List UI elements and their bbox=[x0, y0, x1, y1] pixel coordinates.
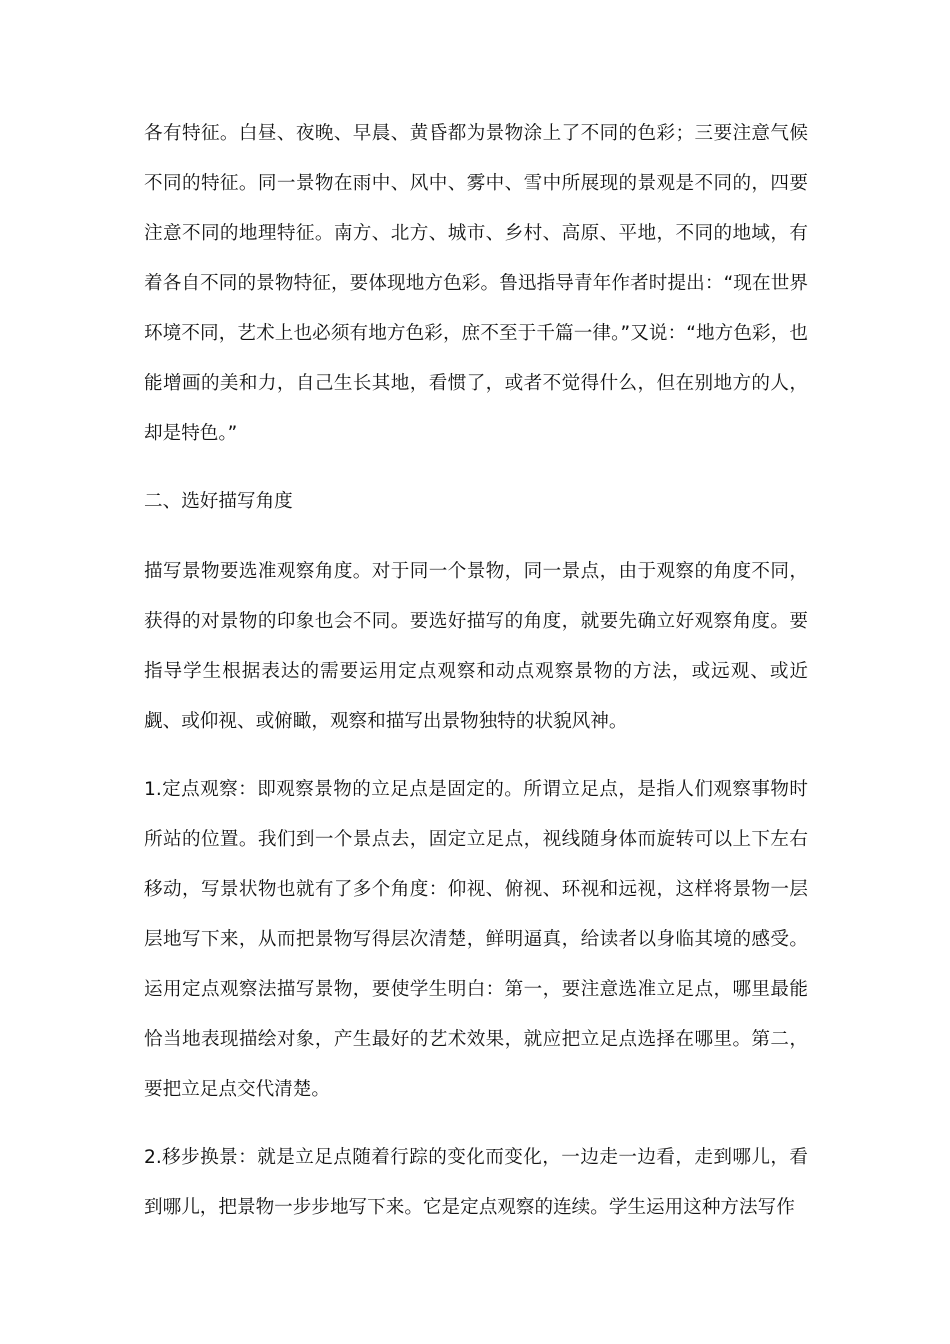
paragraph-moving-viewpoint: 2.移步换景：就是立足点随着行踪的变化而变化，一边走一边看，走到哪儿，看到哪儿，把景物一步步地写下来。它是定点观察的连续。学生运用这种方法写作 bbox=[144, 1147, 808, 1218]
paragraph-observation-angle: 描写景物要选准观察角度。对于同一个景物，同一景点，由于观察的角度不同，获得的对景物的印象也会不同。要选好描写的角度，就要先确立好观察角度。要指导学生根据表达的需要运用定点观察和动点观察景物的方法，或远观、或近觑、或仰视、或俯瞰，观察和描写出景物独特的状貌风神。 bbox=[144, 561, 808, 732]
paragraph-regional-features: 各有特征。白昼、夜晚、早晨、黄昏都为景物涂上了不同的色彩；三要注意气候不同的特征。同一景物在雨中、风中、雾中、雪中所展现的景观是不同的，四要注意不同的地理特征。南方、北方、城市、乡村、高原、平地，不同的地域，有着各自不同的景物特征，要体现地方色彩。鲁迅指导青年作者时提出：“现在世界环境不同，艺术上也必须有地方色彩，庶不至于千篇一律。”又说：“地方色彩，也能增画的美和力，自己生长其地，看惯了，或者不觉得什么，但在别地方的人，却是特色。” bbox=[144, 123, 808, 444]
paragraph-fixed-point-observation: 1.定点观察：即观察景物的立足点是固定的。所谓立足点，是指人们观察事物时所站的位置。我们到一个景点去，固定立足点，视线随身体而旋转可以上下左右移动，写景状物也就有了多个角度：仰视、俯视、环视和远视，这样将景物一层层地写下来，从而把景物写得层次清楚，鲜明逼真，给读者以身临其境的感受。运用定点观察法描写景物，要使学生明白：第一，要注意选准立足点，哪里最能恰当地表现描绘对象，产生最好的艺术效果，就应把立足点选择在哪里。第二，要把立足点交代清楚。 bbox=[144, 779, 808, 1100]
section-heading-angle: 二、选好描写角度 bbox=[144, 491, 293, 512]
